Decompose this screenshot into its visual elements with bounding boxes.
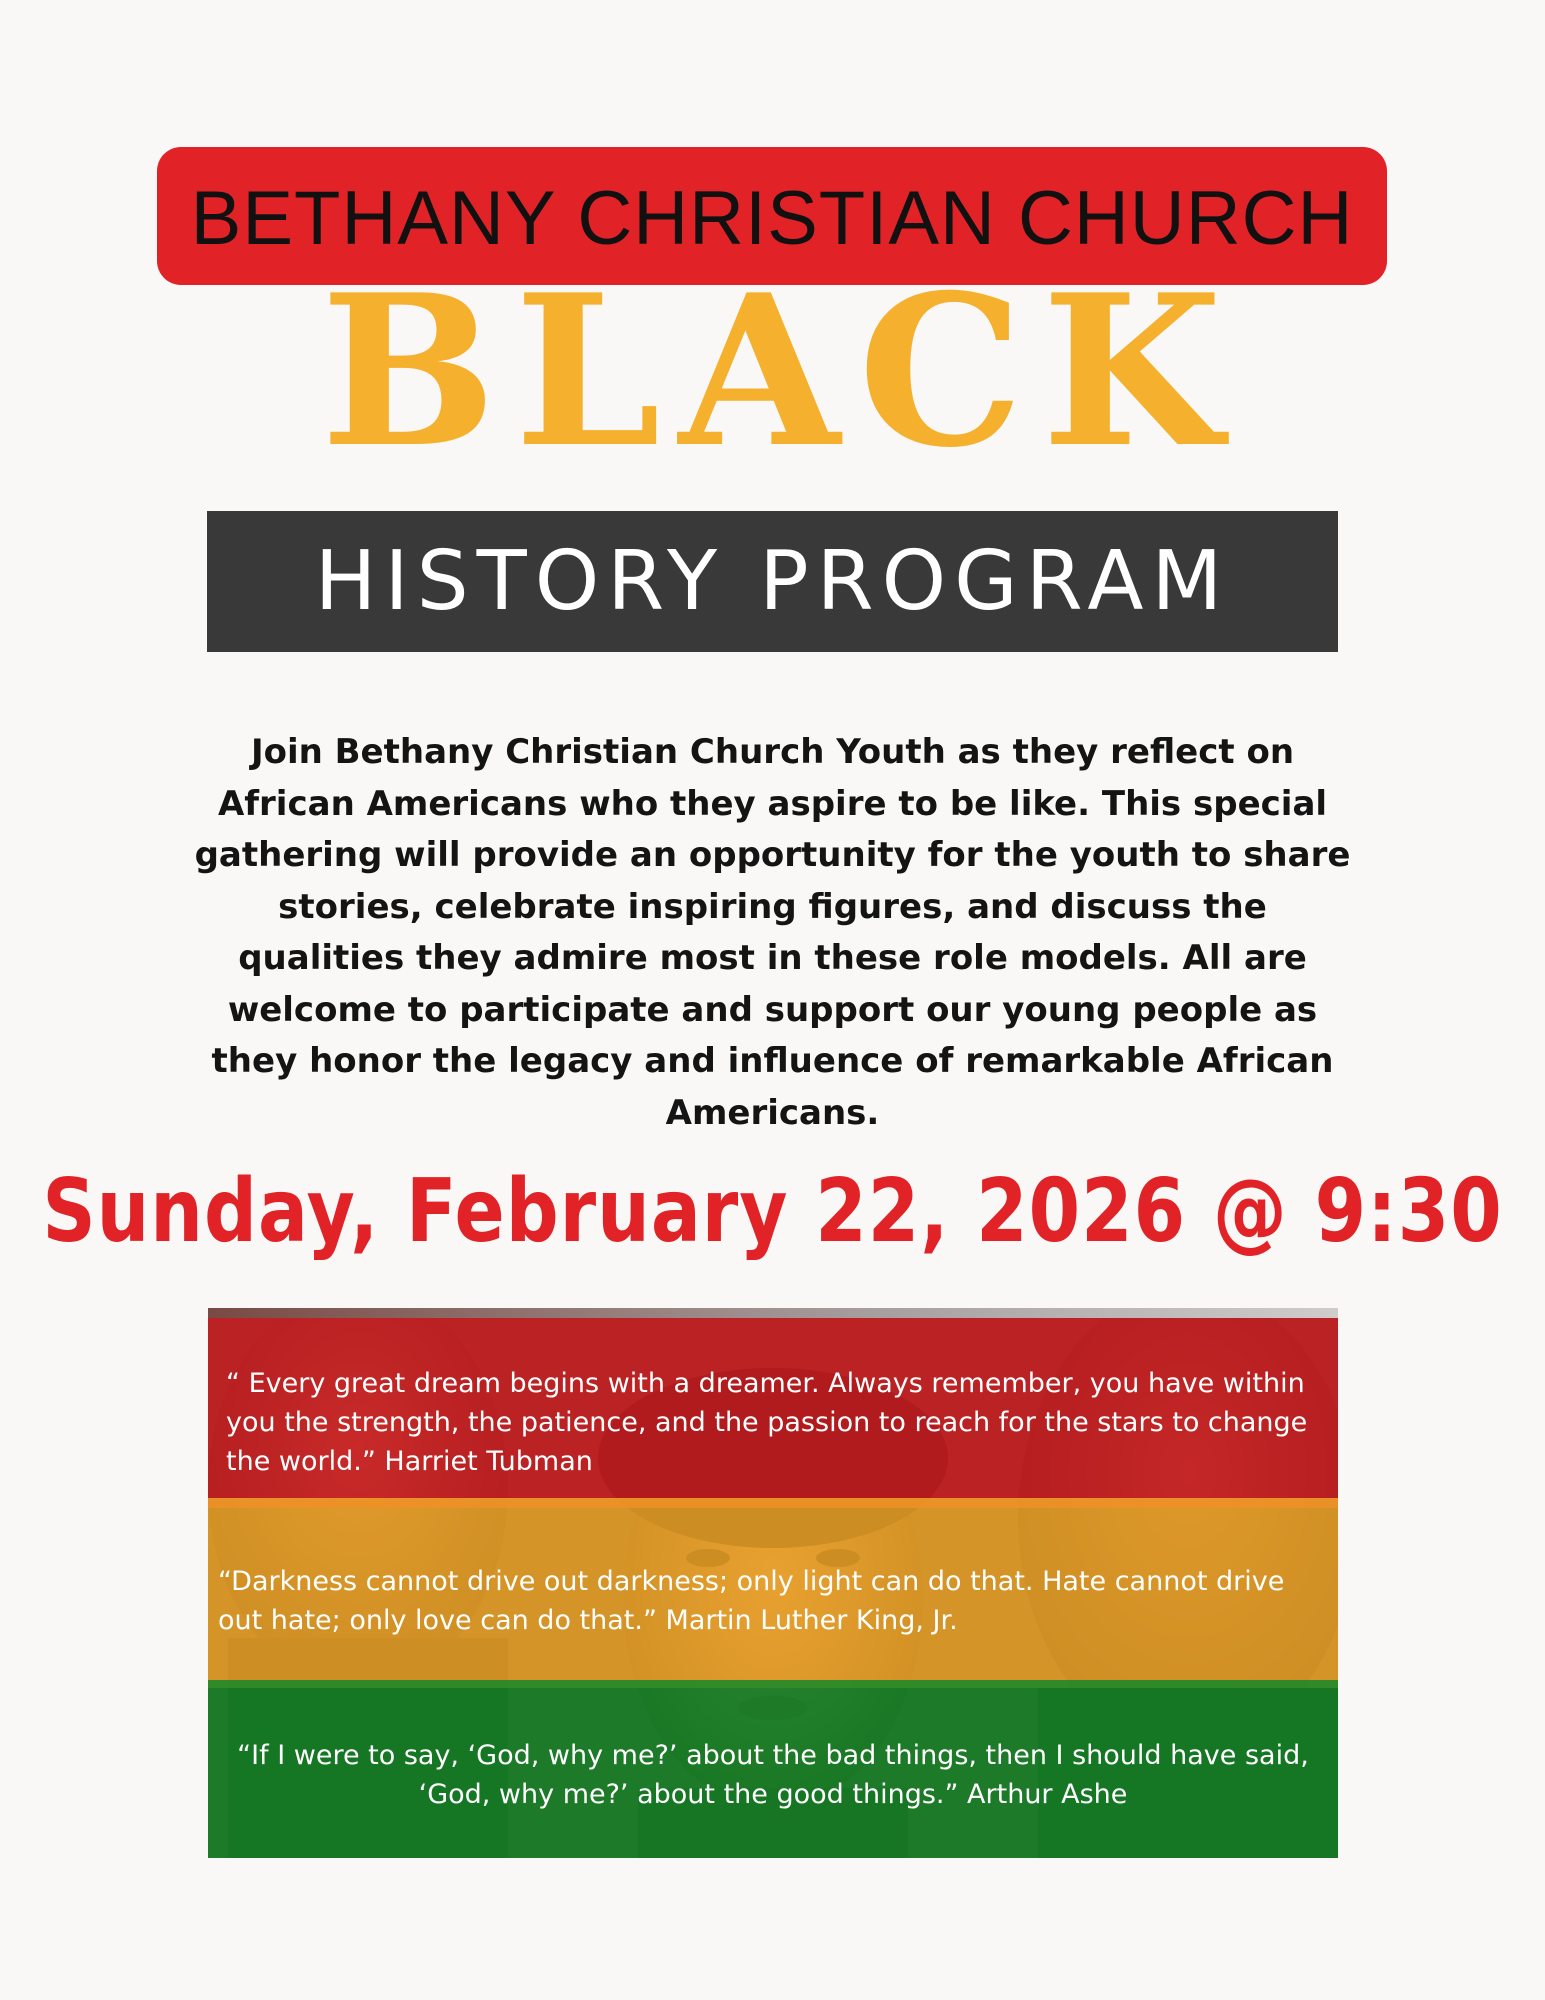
quote-arthur-ashe: “If I were to say, ‘God, why me?’ about the bad things, then I should have said, ‘God, why me?’ about the good things.” Arthur Ashe <box>208 1680 1338 1858</box>
church-name: BETHANY CHRISTIAN CHURCH <box>190 176 1354 261</box>
event-description: Join Bethany Christian Church Youth as they reflect on African Americans who they aspire to be like. This special gathering will provide an opportunity for the youth to share stories, celebrate inspiring figures, and discuss the qualities they admire most in these role models. All are welcome to participate and support our young people as they honor the legacy and influence of remarkable African Americans. <box>194 732 1351 1133</box>
history-program-title: HISTORY PROGRAM <box>314 533 1231 629</box>
quote-harriet-tubman: “ Every great dream begins with a dreamer. Always remember, you have within you the strength, the patience, and the passion to reach for the stars to change the world.” Harriet Tubman <box>208 1318 1338 1508</box>
black-title: BLACK <box>320 250 1241 494</box>
history-program-bar <box>207 511 1338 652</box>
quotes-panel <box>208 1308 1338 1858</box>
panel-top-edge <box>208 1308 1338 1318</box>
event-date-time: Sunday, February 22, 2026 @ 9:30 <box>42 1160 1503 1263</box>
quote-martin-luther-king: “Darkness cannot drive out darkness; only light can do that. Hate cannot drive out hate; only love can do that.” Martin Luther King, Jr. <box>208 1498 1338 1688</box>
